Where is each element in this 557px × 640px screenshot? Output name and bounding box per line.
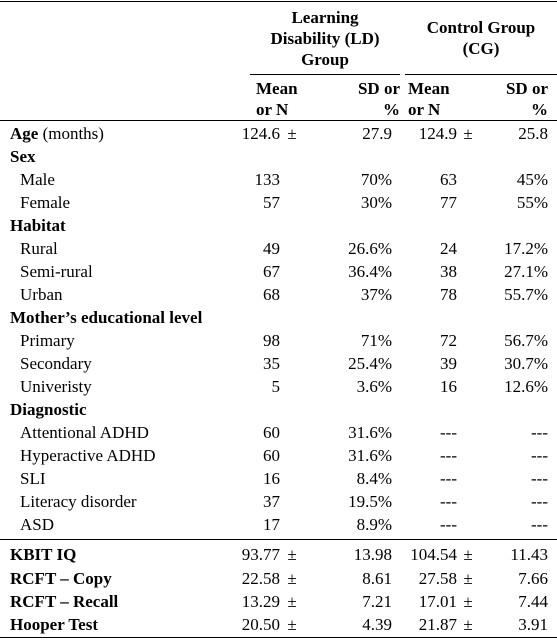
row-label [20,515,54,535]
ld-mean-cell: 60 [263,446,280,465]
cg-group-header [405,17,557,59]
cg-sd-cell: 45% [516,170,548,189]
cg-sd-cell: 7.44 [518,592,548,611]
cg-mean-cell: --- [440,469,457,488]
ld-sd-cell: 25.4% [348,354,392,373]
cg-mean-cell: 77 [440,193,457,212]
row-label-text: Semi-rural [20,262,93,281]
cg-sd-cell: --- [531,423,548,442]
cg-mean-cell: 78 [440,285,457,304]
cg-mean-cell: 16 [440,377,457,396]
cg-plusminus: ± [463,569,473,588]
row-label-text: Literacy disorder [20,492,137,511]
row-label-text: Female [20,193,71,212]
row-label [20,193,70,213]
row-label [20,423,149,443]
row-label [10,592,118,612]
ld-mean-cell: 67 [263,262,280,281]
ld-sd-header-line1: SD or [357,79,400,98]
ld-group-header-line1: Learning [291,8,359,27]
ld-sd-cell: 8.61 [362,569,392,588]
row-label [20,377,92,397]
ld-mean-cell: 49 [263,239,280,258]
ld-mean-header-line1: Mean [256,79,298,98]
row-label-text: Univeristy [20,377,92,396]
ld-sd-cell: 31.6% [348,446,392,465]
cg-mean-cell: 21.87 [418,615,457,634]
row-label-text: Male [20,170,55,189]
row-label [20,492,137,512]
cg-sd-cell: 7.66 [518,569,548,588]
ld-mean-cell: 57 [263,193,280,212]
row-label-bold: RCFT – Copy [10,569,112,588]
row-label [20,262,93,282]
ld-group-header [250,7,400,70]
cg-mean-cell: --- [440,515,457,534]
cg-sd-cell: --- [531,469,548,488]
cg-mean-cell: 24 [440,239,457,258]
ld-group-header-line3: Group [301,50,349,69]
row-label-text: (months) [38,124,104,143]
row-label [20,239,58,259]
ld-mean-cell: 93.77 [241,545,280,564]
cg-sd-cell: --- [531,515,548,534]
diagnostic-section-rule [0,539,557,540]
row-label-text: Rural [20,239,58,258]
ld-plusminus: ± [287,569,297,588]
ld-mean-cell: 60 [263,423,280,442]
ld-plusminus: ± [287,545,297,564]
ld-sd-cell: 31.6% [348,423,392,442]
ld-sd-cell: 3.6% [356,377,392,396]
cg-mean-cell: 27.58 [418,569,457,588]
ld-sd-cell: 13.98 [353,545,392,564]
ld-sd-cell: 70% [360,170,392,189]
cg-sd-cell: 3.91 [518,615,548,634]
row-label [20,170,55,190]
row-label-text: Urban [20,285,63,304]
ld-sd-cell: 37% [360,285,392,304]
ld-mean-cell: 133 [254,170,280,189]
cg-sd-header [480,78,548,120]
table-top-rule [0,1,557,2]
ld-sd-cell: 8.9% [356,515,392,534]
row-label-bold: Hooper Test [10,615,99,634]
cg-plusminus: ± [463,124,473,143]
cg-mean-header-line2: or N [408,100,441,119]
row-label-bold: Diagnostic [10,400,87,419]
ld-mean-cell: 17 [263,515,280,534]
cg-sd-cell: 17.2% [504,239,548,258]
cg-mean-cell: 38 [440,262,457,281]
ld-mean-cell: 5 [271,377,280,396]
ld-mean-cell: 13.29 [241,592,280,611]
cg-sd-cell: 27.1% [504,262,548,281]
row-label [10,147,36,167]
ld-sd-cell: 26.6% [348,239,392,258]
ld-mean-cell: 35 [263,354,280,373]
ld-group-header-line2: Disability (LD) [270,29,380,48]
cg-group-header-line2: (CG) [462,39,500,58]
cg-mean-cell: --- [440,492,457,511]
row-label-bold: Mother’s educational level [10,308,203,327]
row-label [20,446,156,466]
cg-plusminus: ± [463,545,473,564]
row-label-bold: RCFT – Recall [10,592,119,611]
row-label-text: ASD [20,515,55,534]
cg-sd-header-line1: SD or [505,79,548,98]
ld-mean-cell: 124.6 [241,124,280,143]
ld-plusminus: ± [287,592,297,611]
row-label [10,569,112,589]
ld-sd-cell: 71% [360,331,392,350]
cg-mean-cell: 104.54 [410,545,457,564]
ld-sd-cell: 8.4% [356,469,392,488]
cg-group-underline [405,74,557,75]
cg-mean-header [408,78,450,120]
row-label [10,124,104,144]
cg-mean-cell: 39 [440,354,457,373]
cg-plusminus: ± [463,615,473,634]
cg-sd-cell: 25.8 [518,124,548,143]
row-label [20,331,75,351]
table-bottom-rule [0,637,557,638]
cg-mean-cell: 124.9 [418,124,457,143]
cg-mean-header-line1: Mean [408,79,450,98]
ld-sd-cell: 19.5% [348,492,392,511]
cg-sd-cell: 55% [516,193,548,212]
row-label [20,354,92,374]
ld-sd-cell: 4.39 [362,615,392,634]
ld-sd-cell: 36.4% [348,262,392,281]
cg-sd-cell: --- [531,492,548,511]
ld-sd-header-line2: % [383,100,400,119]
ld-mean-cell: 68 [263,285,280,304]
ld-group-underline [250,74,400,75]
row-label-bold: Sex [10,147,36,166]
row-label [10,615,98,635]
cg-sd-cell: 55.7% [504,285,548,304]
row-label-text: SLI [20,469,46,488]
ld-sd-cell: 30% [360,193,392,212]
cg-sd-header-line2: % [531,100,548,119]
row-label [20,469,46,489]
row-label [10,308,202,328]
row-label-text: Primary [20,331,75,350]
ld-plusminus: ± [287,124,297,143]
ld-plusminus: ± [287,615,297,634]
ld-sd-header [330,78,400,120]
row-label-text: Attentional ADHD [20,423,149,442]
ld-mean-cell: 16 [263,469,280,488]
cg-mean-cell: 17.01 [418,592,457,611]
cg-plusminus: ± [463,592,473,611]
cg-sd-cell: --- [531,446,548,465]
row-label-bold: Age [10,124,39,143]
cg-sd-cell: 12.6% [504,377,548,396]
ld-mean-header-line2: or N [256,100,289,119]
cg-mean-cell: 63 [440,170,457,189]
ld-mean-cell: 37 [263,492,280,511]
ld-mean-cell: 22.58 [241,569,280,588]
cg-sd-cell: 56.7% [504,331,548,350]
ld-sd-cell: 7.21 [362,592,392,611]
ld-mean-header [256,78,298,120]
cg-sd-cell: 30.7% [504,354,548,373]
cg-group-header-line1: Control Group [426,18,536,37]
row-label-bold: KBIT IQ [10,545,77,564]
row-label-bold: Habitat [10,216,66,235]
row-label-text: Secondary [20,354,92,373]
cg-mean-cell: --- [440,423,457,442]
cg-sd-cell: 11.43 [510,545,548,564]
row-label [10,400,87,420]
row-label [20,285,62,305]
ld-sd-cell: 27.9 [362,124,392,143]
row-label-text: Hyperactive ADHD [20,446,156,465]
header-bottom-rule [0,120,557,121]
cg-mean-cell: --- [440,446,457,465]
cg-mean-cell: 72 [440,331,457,350]
row-label [10,545,76,565]
row-label [10,216,66,236]
ld-mean-cell: 20.50 [241,615,280,634]
ld-mean-cell: 98 [263,331,280,350]
